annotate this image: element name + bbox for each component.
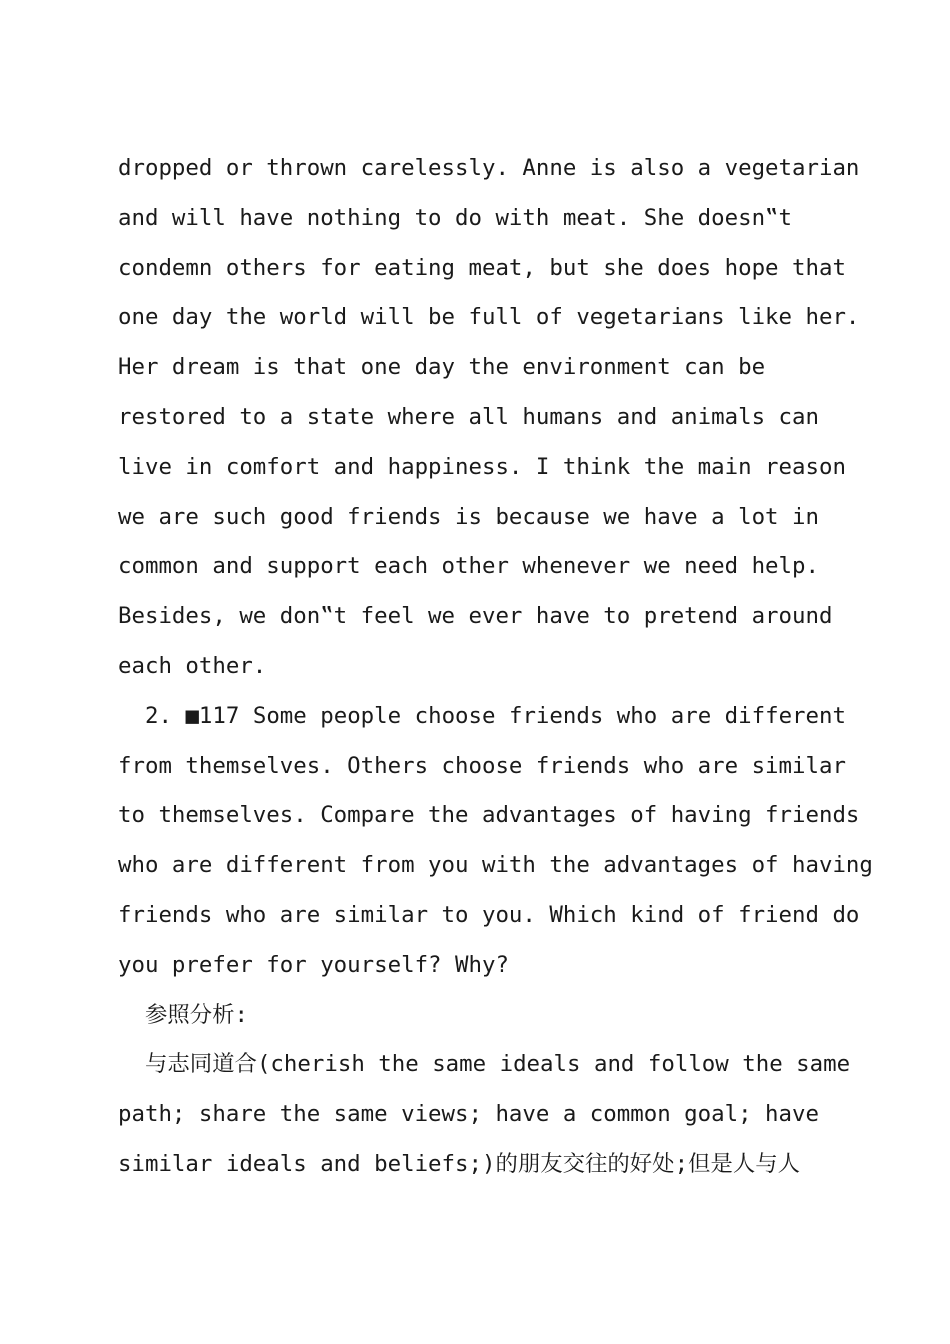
text-line: one day the world will be full of vegetarians like her. bbox=[118, 304, 860, 331]
text-line: similar ideals and beliefs;)的朋友交往的好处;但是人与人 bbox=[118, 1150, 801, 1177]
text-line: path; share the same views; have a common goal; have bbox=[118, 1101, 819, 1128]
text-line: condemn others for eating meat, but she does hope that bbox=[118, 254, 846, 281]
text-line: Besides, we don‟t feel we ever have to pretend around bbox=[118, 603, 833, 630]
text-line: you prefer for yourself? Why? bbox=[118, 951, 509, 978]
question-heading: 2. ■117 Some people choose friends who are different bbox=[145, 702, 846, 729]
text-line: each other. bbox=[118, 652, 267, 679]
text-line: who are different from you with the advantages of having bbox=[118, 852, 873, 879]
text-line: live in comfort and happiness. I think the main reason bbox=[118, 453, 846, 480]
document-body bbox=[118, 144, 873, 1190]
text-line: from themselves. Others choose friends who are similar bbox=[118, 752, 846, 779]
text-line: restored to a state where all humans and animals can bbox=[118, 403, 819, 430]
text-line: 与志同道合(cherish the same ideals and follow the same bbox=[145, 1051, 851, 1078]
text-line: and will have nothing to do with meat. She doesn‟t bbox=[118, 204, 793, 231]
text-line: Her dream is that one day the environment can be bbox=[118, 354, 766, 381]
text-line: to themselves. Compare the advantages of having friends bbox=[118, 802, 860, 829]
text-line: we are such good friends is because we have a lot in bbox=[118, 503, 819, 530]
text-line: friends who are similar to you. Which kind of friend do bbox=[118, 901, 860, 928]
text-line: common and support each other whenever we need help. bbox=[118, 553, 819, 580]
analysis-heading: 参照分析: bbox=[145, 1001, 249, 1028]
text-line: dropped or thrown carelessly. Anne is also a vegetarian bbox=[118, 155, 860, 181]
